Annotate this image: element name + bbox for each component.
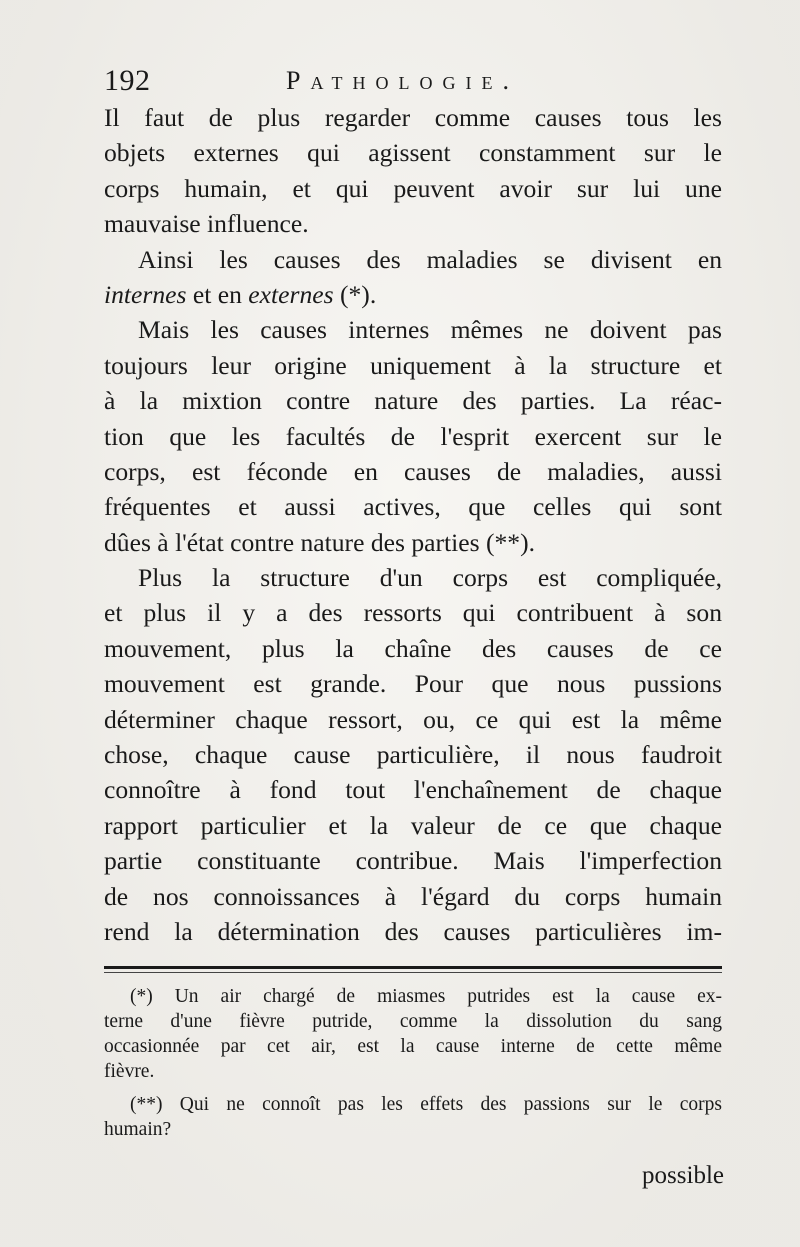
text-line: chose, chaque cause particulière, il nous faudroit <box>104 740 722 770</box>
text-line: rapport particulier et la valeur de ce que chaque <box>104 810 722 840</box>
page-number: 192 <box>104 64 151 97</box>
text-line: mouvement est grande. Pour que nous pussions <box>104 669 722 699</box>
footnote-line: (**) Qui ne connoît pas les effets des passions sur le corps <box>130 1094 722 1115</box>
footnotes <box>104 984 722 1142</box>
text-line: tion que les facultés de l'esprit exercent sur le <box>104 421 722 451</box>
footnote-line: humain? <box>104 1119 172 1140</box>
text-line: et plus il y a des ressorts qui contribuent à son <box>104 598 722 628</box>
running-title: Pathologie. <box>286 66 519 95</box>
footnote-line: fièvre. <box>104 1061 155 1082</box>
text-line: à la mixtion contre nature des parties. La réac- <box>104 386 722 416</box>
text-line: connoître à fond tout l'enchaînement de chaque <box>104 775 722 805</box>
text-line: mouvement, plus la chaîne des causes de ce <box>104 633 722 663</box>
emphasis-word: internes <box>104 279 187 309</box>
text-line: corps, est féconde en causes de maladies, aussi <box>104 456 722 486</box>
catchword: possible <box>642 1162 724 1189</box>
text-line: toujours leur origine uniquement à la structure et <box>104 350 722 380</box>
body-text <box>104 100 722 949</box>
text-line: mauvaise influence. <box>104 209 309 239</box>
footnote-gap <box>104 1084 722 1092</box>
text-line-italic-mixed: internes et en externes (*). <box>104 279 377 309</box>
text-line: partie constituante contribue. Mais l'imperfection <box>104 846 722 876</box>
emphasis-word: externes <box>248 279 334 309</box>
text-line: Plus la structure d'un corps est compliquée, <box>138 563 722 593</box>
running-head <box>104 64 724 104</box>
footnote-line: terne d'une fièvre putride, comme la dissolution du sang <box>104 1011 722 1032</box>
text-line: corps humain, et qui peuvent avoir sur lui une <box>104 173 722 203</box>
footnote-line: (*) Un air chargé de miasmes putrides est la cause ex- <box>130 986 722 1007</box>
text-line: Il faut de plus regarder comme causes tous les <box>104 103 722 132</box>
text-line: rend la détermination des causes particulières im- <box>104 916 722 946</box>
text-line: Ainsi les causes des maladies se divisent en <box>138 244 722 274</box>
text-line: objets externes qui agissent constamment sur le <box>104 138 722 168</box>
footnote-rule-thin <box>104 972 722 973</box>
text-line: fréquentes et aussi actives, que celles qui sont <box>104 492 722 522</box>
text-line: de nos connoissances à l'égard du corps humain <box>104 881 722 911</box>
footnote-line: occasionnée par cet air, est la cause interne de cette même <box>104 1036 722 1057</box>
text-line: déterminer chaque ressort, ou, ce qui est la même <box>104 704 722 734</box>
footnote-rule <box>104 966 722 969</box>
text-line: Mais les causes internes mêmes ne doivent pas <box>138 315 722 345</box>
text-line: dûes à l'état contre nature des parties (**). <box>104 527 535 557</box>
